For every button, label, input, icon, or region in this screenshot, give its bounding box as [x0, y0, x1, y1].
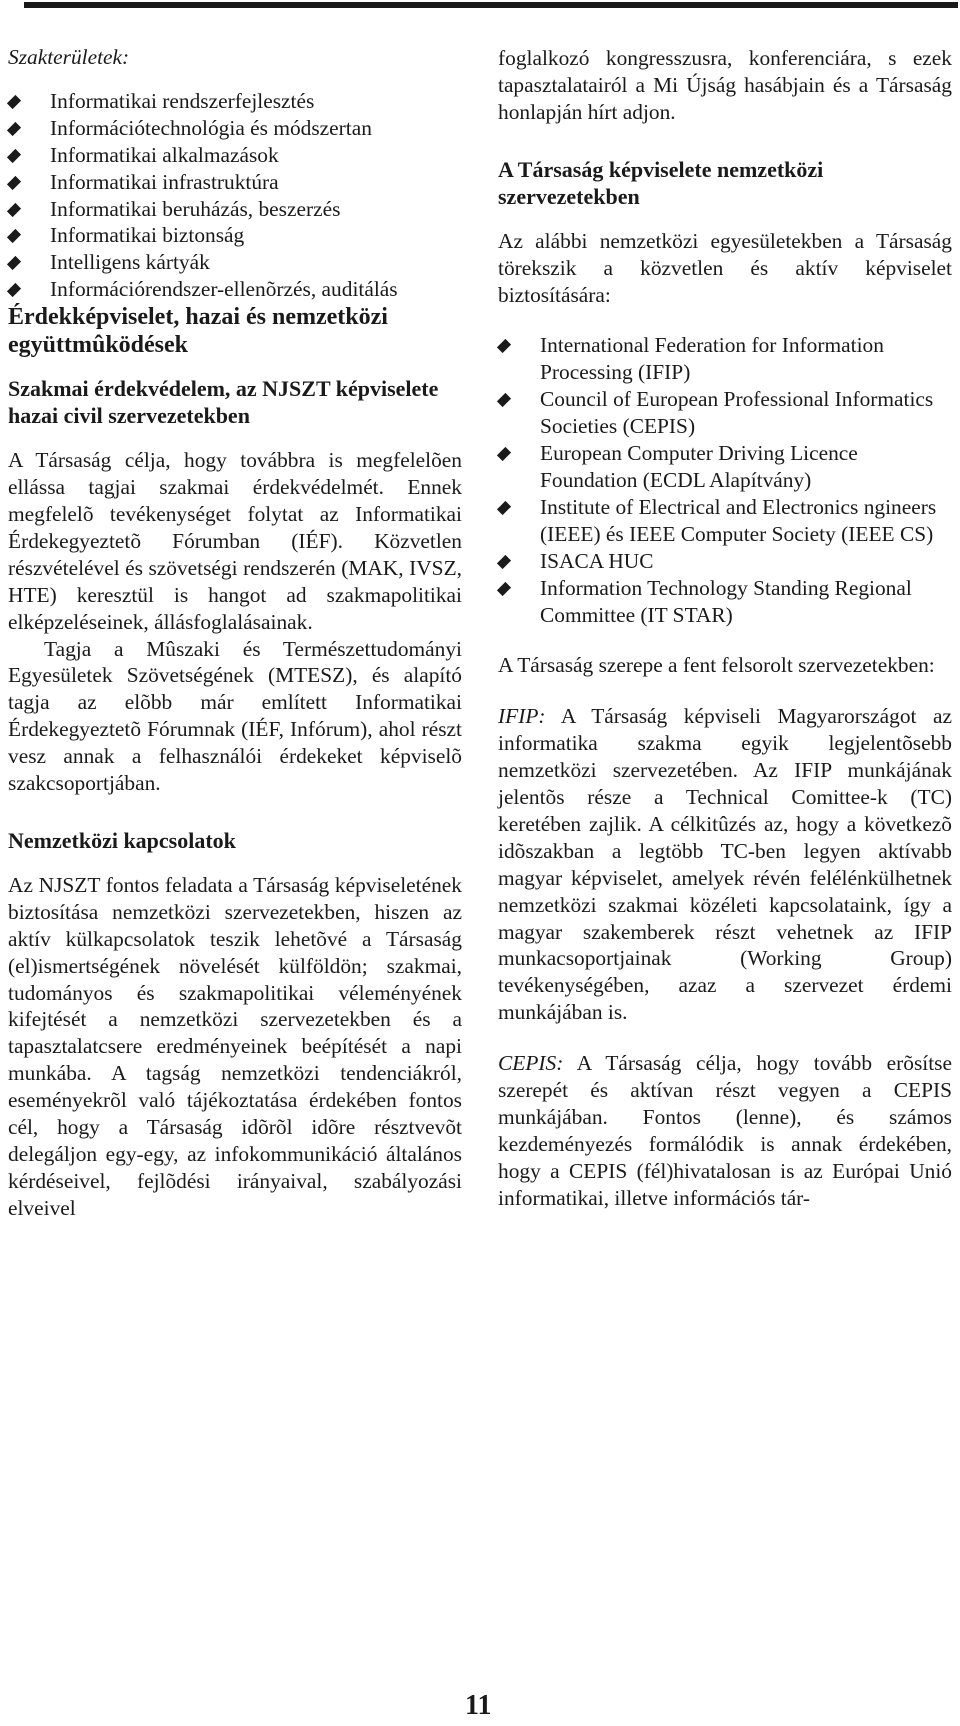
list-item: Informatikai rendszerfejlesztés [8, 88, 462, 115]
top-rule [24, 2, 958, 8]
diamond-bullet-icon [497, 501, 511, 515]
cepis-label: CEPIS: [498, 1051, 564, 1076]
subsection-heading: Nemzetközi kapcsolatok [8, 827, 236, 853]
diamond-bullet-icon [497, 339, 511, 353]
paragraph: A Társaság szerepe a fent felsorolt szervezetekben: [498, 653, 935, 678]
section-heading: Érdekképviselet, hazai és nemzetközi együttmûködések [8, 304, 388, 359]
diamond-bullet-icon [7, 256, 21, 270]
list-item: Council of European Professional Informatics Societies (CEPIS) [498, 386, 952, 440]
list-item: International Federation for Information Processing (IFIP) [498, 332, 952, 386]
list-item: Informatikai beruházás, beszerzés [8, 196, 462, 223]
paragraph: A Társaság célja, hogy továbbra is megfelelõen ellássa tagjai szakmai érdekvédelmét. Ennek megfelelõ tevékenységet folytat az Informatikai Érdekegyeztetõ Fórumban (IÉF). Közvetlen részvételével és szövetségi rendszerén (MAK, IVSZ, HTE) keresztül is hangot ad szakmapolitikai elképzeléseinek, állásfoglalásainak. [8, 448, 462, 634]
list-item: ISACA HUC [498, 548, 952, 575]
diamond-bullet-icon [497, 582, 511, 596]
diamond-bullet-icon [7, 149, 21, 163]
list-item: Információtechnológia és módszertan [8, 115, 462, 142]
list-item: Informatikai infrastruktúra [8, 169, 462, 196]
diamond-bullet-icon [7, 202, 21, 216]
subsection-heading: A Társaság képviselete nemzetközi szervezetekben [498, 156, 824, 209]
list-item: Informatikai biztonság [8, 222, 462, 249]
right-column [498, 45, 952, 1212]
ifip-label: IFIP: [498, 704, 546, 729]
areas-list [8, 88, 462, 303]
cepis-paragraph: CEPIS: A Társaság célja, hogy tovább erõsítse szerepét és aktívan részt vegyen a CEPIS munkájában. Fontos (lenne), és számos kezdeményezés formálódik is annak érdekében, hogy a CEPIS (fél)hivatalosan is az Európai Unió informatikai, illetve információs tár- [498, 1051, 952, 1210]
diamond-bullet-icon [7, 229, 21, 243]
diamond-bullet-icon [497, 447, 511, 461]
paragraph: Az NJSZT fontos feladata a Társaság képviseletének biztosítása nemzetközi szervezetekben, hiszen az aktív külkapcsolatok teszik lehetõvé a Társaság (el)ismertségének növelését külföldön; szakmai, tudományos és szakmapolitikai véleményének kifejtését a nemzetközi szervezetekben és a tapasztalatcsere eredményeinek beépítését a napi munkába. A tagság nemzetközi tendenciákról, eseményekrõl való tájékoztatása érdekében fontos cél, hogy a Társaság idõrõl idõre résztvevõt delegáljon egy-egy, az infokommunikáció általános kérdéseivel, fejlõdési irányaival, szabályozási elveivel [8, 872, 462, 1220]
page-number: 11 [465, 1690, 492, 1721]
list-item: Informatikai alkalmazások [8, 142, 462, 169]
diamond-bullet-icon [7, 176, 21, 190]
diamond-bullet-icon [7, 283, 21, 297]
diamond-bullet-icon [7, 95, 21, 109]
organizations-list [498, 332, 952, 628]
subsection-heading: Szakmai érdekvédelem, az NJSZT képviselete hazai civil szervezetekben [8, 376, 439, 429]
list-item: Institute of Electrical and Electronics ngineers (IEEE) és IEEE Computer Society (IEEE CS) [498, 494, 952, 548]
list-item: Intelligens kártyák [8, 249, 462, 276]
list-item: Információrendszer-ellenõrzés, auditálás [8, 276, 462, 303]
left-column [8, 44, 462, 1222]
ifip-paragraph: IFIP: A Társaság képviseli Magyarországot az informatika szakma egyik legjelentõsebb nemzetközi szervezetében. Az IFIP munkájának jelentõs része a Technical Comittee-k (TC) keretében zajlik. A célkitûzés az, hogy a következõ idõszakban a legtöbb TC-ben legyen aktívabb magyar képviselet, amelyek révén felélénkülhetnek nemzetközi szakmai közéleti kapcsolataink, így a magyar szakemberek részt vehetnek az IFIP munkacsoportjainak (Working Group) tevékenységében, azaz a szervezet érdemi munkájában is. [498, 704, 952, 1025]
paragraph: Az alábbi nemzetközi egyesületekben a Társaság törekszik a közvetlen és aktív képviselet biztosítására: [498, 228, 952, 307]
diamond-bullet-icon [497, 555, 511, 569]
areas-label: Szakterületek: [8, 45, 130, 69]
diamond-bullet-icon [497, 393, 511, 407]
diamond-bullet-icon [7, 122, 21, 136]
list-item: Information Technology Standing Regional Committee (IT STAR) [498, 575, 952, 629]
list-item: European Computer Driving Licence Foundation (ECDL Alapítvány) [498, 440, 952, 494]
paragraph: Tagja a Mûszaki és Természettudományi Egyesületek Szövetségének (MTESZ), és alapító tagja az elõbb már említett Informatikai Érdekegyeztetõ Fórumnak (IÉF, Infórum), ahol részt vesz annak a felhasználói érdekeket képviselõ szakcsoportjában. [8, 636, 462, 796]
paragraph: foglalkozó kongresszusra, konferenciára, s ezek tapasztalatairól a Mi Újság hasábjain és a Társaság honlapján hírt adjon. [498, 46, 952, 124]
